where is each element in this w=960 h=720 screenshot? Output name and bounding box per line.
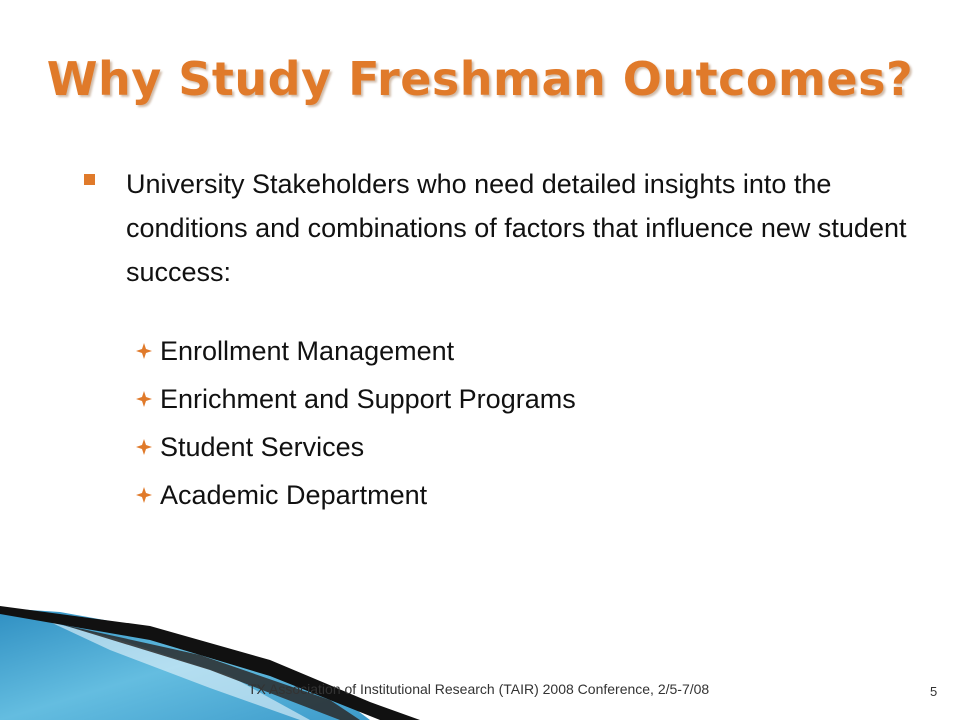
diamond-bullet-icon xyxy=(134,389,154,409)
diamond-bullet-icon xyxy=(134,341,154,361)
square-bullet-icon xyxy=(84,174,95,185)
list-item xyxy=(134,471,576,519)
sub-bullet-list xyxy=(134,327,576,519)
list-item xyxy=(134,423,576,471)
sub-bullet-label: Enrichment and Support Programs xyxy=(160,383,576,414)
slide-title: Why Study Freshman Outcomes? xyxy=(46,52,914,106)
page-number: 5 xyxy=(930,684,938,699)
list-item xyxy=(134,375,576,423)
diamond-bullet-icon xyxy=(134,437,154,457)
sub-bullet-label: Student Services xyxy=(160,431,365,462)
main-bullet-text: University Stakeholders who need detailed insights into the conditions and combinations of factors that influence new student success: xyxy=(126,169,907,287)
sub-bullet-label: Enrollment Management xyxy=(160,335,455,366)
diamond-bullet-icon xyxy=(134,485,154,505)
sub-bullet-label: Academic Department xyxy=(160,479,428,510)
list-item xyxy=(134,327,576,375)
slide-footer: TX Association of Institutional Research (TAIR) 2008 Conference, 2/5-7/08 xyxy=(248,681,710,697)
main-bullet xyxy=(84,162,914,294)
